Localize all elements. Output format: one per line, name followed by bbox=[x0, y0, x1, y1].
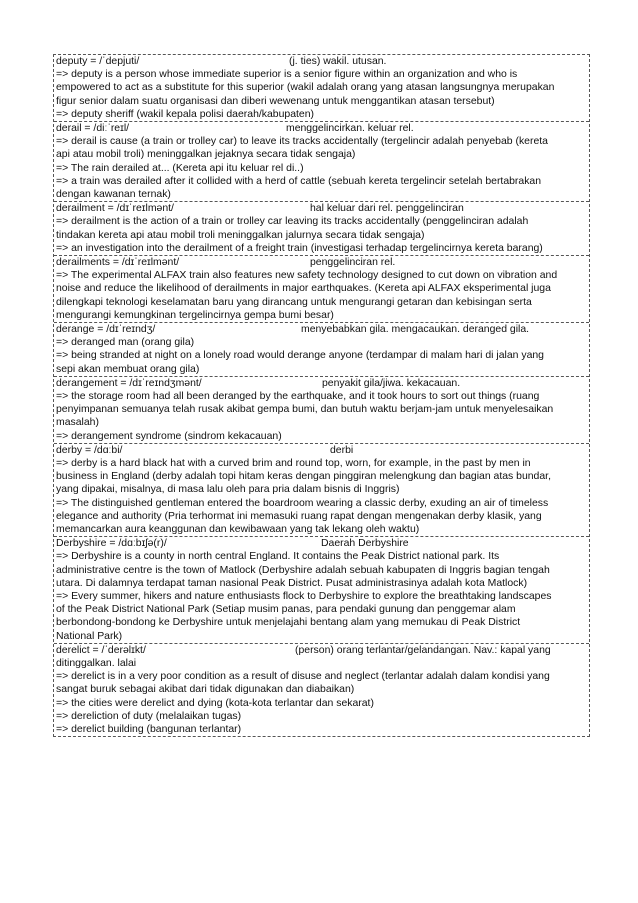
entry-line: yang dipakai, misalnya, di masa lalu oleh para pria dalam bisnis di Inggris) bbox=[56, 484, 400, 496]
entry-line: => an investigation into the derailment of a freight train (investigasi terhadap tergelincirnya kereta barang) bbox=[56, 242, 543, 254]
entry-line: => derail is cause (a train or trolley car) to leave its tracks accidentally (tergelincir adalah penyebab (kereta bbox=[56, 136, 548, 148]
entry-header bbox=[56, 444, 587, 457]
entry-line: National Park) bbox=[56, 630, 123, 642]
entry-line: => being stranded at night on a lonely road would derange anyone (terdampar di malam hari di jalan yang bbox=[56, 350, 544, 362]
headword: derail = /diːˈreɪl/ bbox=[56, 123, 130, 134]
entry-line: dilengkapi teknologi keselamatan baru yang dirancang untuk mengurangi getaran dan kebisingan serta bbox=[56, 296, 532, 308]
entry-line: => dereliction of duty (melalaikan tugas) bbox=[56, 710, 242, 722]
headword: derailment = /dɪˈreɪlmənt/ bbox=[56, 203, 174, 215]
gloss: penggelinciran rel. bbox=[310, 257, 396, 268]
dictionary-entry bbox=[54, 322, 589, 376]
entry-line: masalah) bbox=[56, 417, 99, 429]
entry-line: api atau mobil troli) meninggalkan jejaknya secara tidak sengaja) bbox=[56, 149, 356, 161]
gloss: menyebabkan gila. mengacaukan. deranged gila. bbox=[301, 324, 530, 335]
entry-line: empowered to act as a substitute for this superior (wakil adalah orang yang atasan langsungnya merupakan bbox=[56, 82, 555, 94]
entry-line: utara. Di dalamnya terdapat taman nasional Peak District. Pusat administrasinya adalah kota Matlock) bbox=[56, 577, 528, 589]
entry-line: sangat buruk sebagai akibat dari tidak digunakan dan diabaikan) bbox=[56, 684, 355, 696]
entry-header bbox=[56, 202, 587, 215]
dictionary-entry bbox=[54, 376, 589, 443]
entry-header bbox=[56, 644, 587, 657]
entry-line: => deputy sheriff (wakil kepala polisi daerah/kabupaten) bbox=[56, 108, 315, 120]
entry-line: elegance and authority (Pria terhormat ini memasuki ruang rapat dengan mengenakan derby klasik, yang bbox=[56, 510, 542, 522]
entry-line: berbondong-bondong ke Derbyshire untuk menjelajahi bentang alam yang memukau di Peak District bbox=[56, 617, 521, 629]
entry-header bbox=[56, 377, 587, 390]
gloss: derbi bbox=[330, 444, 354, 456]
entry-line: => The rain derailed at... (Kereta api itu keluar rel di..) bbox=[56, 162, 304, 174]
headword: derby = /dɑːbi/ bbox=[56, 444, 123, 456]
gloss: penyakit gila/jiwa. kekacauan. bbox=[322, 377, 461, 389]
dictionary-entry bbox=[54, 121, 589, 201]
entry-line: memancarkan aura keanggunan dan kewibawaan yang tak lekang oleh waktu) bbox=[56, 524, 420, 535]
entry-line: tindakan kereta api atau mobil troli meninggalkan jalurnya secara tidak sengaja) bbox=[56, 229, 425, 241]
dictionary-page bbox=[53, 54, 590, 737]
entry-line: => derby is a hard black hat with a curved brim and round top, worn, for example, in the past by men in bbox=[56, 457, 531, 469]
entry-line: figur senior dalam suatu organisasi dan diberi wewenang untuk menggantikan atasan tersebut) bbox=[56, 95, 495, 107]
entry-line: ditinggalkan. lalai bbox=[56, 658, 137, 669]
gloss: (person) orang terlantar/gelandangan. Nav.: kapal yang bbox=[295, 644, 551, 656]
entry-line: noise and reduce the likelihood of derailments in major earthquakes. (Kereta api ALFAX eksperimental juga bbox=[56, 283, 551, 295]
gloss: (j. ties) wakil. utusan. bbox=[289, 56, 387, 67]
entry-header bbox=[56, 323, 587, 336]
dictionary-entry bbox=[54, 536, 589, 643]
entry-line: => The distinguished gentleman entered the boardroom wearing a classic derby, exuding an air of timeless bbox=[56, 497, 549, 509]
entry-line: => deputy is a person whose immediate superior is a senior figure within an organization and who is bbox=[56, 69, 518, 81]
entry-line: sepi akan membuat orang gila) bbox=[56, 363, 200, 375]
entry-line: => Every summer, hikers and nature enthusiasts flock to Derbyshire to explore the breathtaking landscapes bbox=[56, 591, 552, 602]
entry-header bbox=[56, 256, 587, 269]
entry-line: => The experimental ALFAX train also features new safety technology designed to cut down on vibration and bbox=[56, 270, 558, 282]
entry-line: business in England (derby adalah topi hitam keras dengan pinggiran melengkung dan bagian atas bundar, bbox=[56, 471, 551, 483]
entry-header bbox=[56, 55, 587, 68]
headword: derange = /dɪˈreɪndʒ/ bbox=[56, 324, 156, 335]
entry-header bbox=[56, 122, 587, 135]
entry-line: of the Peak District National Park (Setiap musim panas, para pendaki gunung dan penggemar alam bbox=[56, 604, 516, 616]
entry-line: => Derbyshire is a county in north central England. It contains the Peak District national park. Its bbox=[56, 551, 500, 563]
entry-line: => derailment is the action of a train or trolley car leaving its tracks accidentally (penggelinciran adalah bbox=[56, 216, 529, 228]
entry-line: => the cities were derelict and dying (kota-kota terlantar dan sekarat) bbox=[56, 697, 374, 709]
entry-line: => derelict is in a very poor condition as a result of disuse and neglect (terlantar adalah dalam kondisi yang bbox=[56, 671, 550, 683]
dictionary-entry bbox=[54, 643, 589, 736]
entry-line: => deranged man (orang gila) bbox=[56, 337, 195, 349]
dictionary-entry bbox=[54, 255, 589, 322]
headword: derelict = /ˈderəlɪkt/ bbox=[56, 644, 146, 656]
entry-line: dengan kawanan ternak) bbox=[56, 189, 171, 200]
entry-line: => the storage room had all been deranged by the earthquake, and it took hours to sort out things (ruang bbox=[56, 390, 540, 402]
gloss: hal keluar dari rel. penggelinciran bbox=[310, 203, 464, 215]
headword: deputy = /ˈdepjuti/ bbox=[56, 56, 140, 67]
gloss: Daerah Derbyshire bbox=[321, 538, 409, 550]
entry-line: administrative centre is the town of Matlock (Derbyshire adalah sebuah kabupaten di Inggris bagian tengah bbox=[56, 564, 550, 576]
dictionary-entry bbox=[54, 443, 589, 536]
entry-header bbox=[56, 537, 587, 550]
dictionary-entry bbox=[54, 201, 589, 255]
entry-line: => a train was derailed after it collided with a herd of cattle (sebuah kereta tergelincir setelah bertabrakan bbox=[56, 175, 542, 187]
headword: derailments = /dɪˈreɪlmənt/ bbox=[56, 257, 180, 268]
entry-line: => derangement syndrome (sindrom kekacauan) bbox=[56, 430, 282, 442]
headword: derangement = /dɪˈreɪndʒmənt/ bbox=[56, 377, 202, 389]
dictionary-entry bbox=[54, 55, 589, 121]
gloss: menggelincirkan. keluar rel. bbox=[286, 123, 414, 134]
entry-line: => derelict building (bangunan terlantar) bbox=[56, 724, 242, 736]
headword: Derbyshire = /dɑːbɪʃə(r)/ bbox=[56, 538, 167, 550]
entry-line: mengurangi kemungkinan tergelincirnya gempa bumi besar) bbox=[56, 309, 334, 321]
entry-line: penyimpanan semuanya telah rusak akibat gempa bumi, dan butuh waktu berjam-jam untuk menyelesaikan bbox=[56, 404, 554, 416]
